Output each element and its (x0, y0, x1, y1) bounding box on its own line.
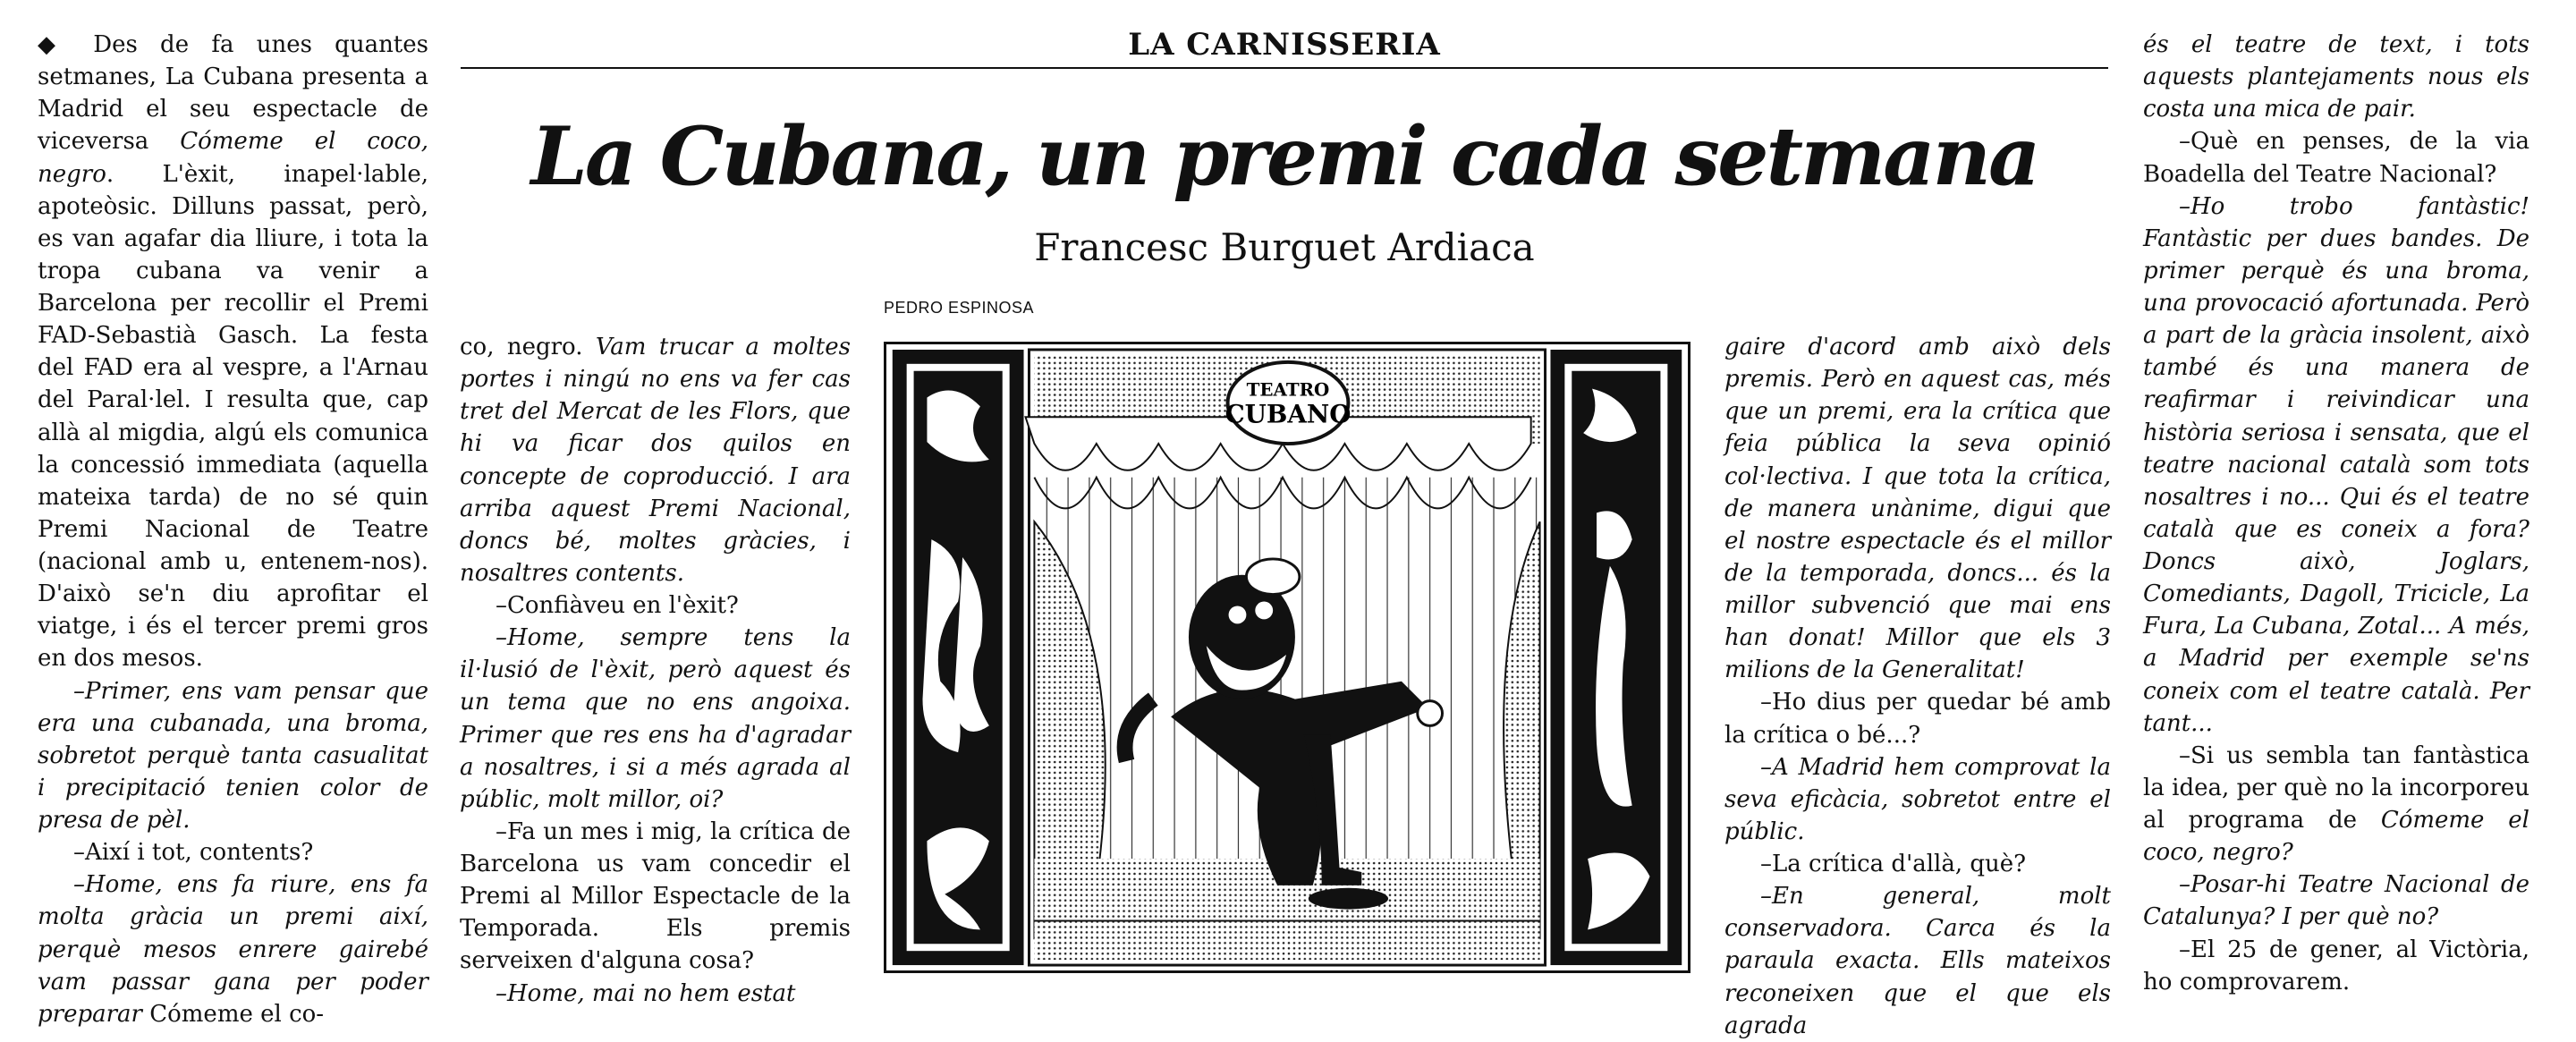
paragraph (2143, 740, 2529, 869)
paragraph (460, 331, 851, 589)
paragraph: –Així i tot, contents? (73, 839, 314, 867)
byline: Francesc Burguet Ardiaca (1034, 225, 1535, 269)
left-ornament-panel (893, 350, 1024, 965)
text-run: co, negro. (460, 334, 596, 360)
paragraph: –Ho dius per quedar bé amb la crítica o bé...? (1724, 689, 2111, 749)
text-run: ◆ Des de fa unes quantes setmanes, La Cubana presenta a Madrid el seu espectacle de viceversa (38, 31, 428, 156)
caricature-drawing (886, 344, 1688, 970)
paragraph: –Posar-hi Teatre Nacional de Catalunya? I per què no? (2143, 871, 2529, 931)
paragraph: –Confiàveu en l'èxit? (496, 592, 739, 619)
paragraph: –Home, sempre tens la il·lusió de l'èxit, però aquest és un tema que no ens angoixa. Primer que res ens ha d'agradar a nosaltres, i si a més agrada al públic, molt millor, oi? (460, 624, 851, 813)
right-ornament-panel (1550, 350, 1682, 965)
section-rule (461, 67, 2108, 69)
text-run: Cómeme el co- (149, 1000, 325, 1028)
text-run: –Home, ens fa riure, ens fa molta gràcia un premi així, perquè mesos enrere gairebé vam passar gana per poder preparar (38, 871, 428, 1028)
paragraph: –El 25 de gener, al Victòria, ho comprovarem. (2143, 936, 2529, 995)
caricature-illustration (884, 342, 1690, 973)
article-column-4 (2143, 29, 2529, 998)
paragraph: –Primer, ens vam pensar que era una cubanada, una broma, sobretot perquè tanta casualitat i precipitació tenien color de presa de pèl. (38, 677, 428, 834)
paragraph (38, 868, 428, 1030)
illustration-credit: PEDRO ESPINOSA (884, 299, 1035, 317)
section-title: LA CARNISSERIA (1128, 27, 1441, 63)
teatro-cubano-sign (1225, 362, 1352, 444)
text-run: Vam trucar a moltes portes i ningú no ens va fer cas tret del Mercat de les Flors, que hi va ficar dos quilos en concepte de coproducció. I ara arriba aquest Premi Nacional, doncs bé, moltes gràcies, i nosaltres contents. (460, 334, 851, 587)
article-column-2 (460, 331, 851, 1010)
text-run: Cómeme el coco, negro (38, 128, 428, 188)
svg-text:CUBANO: CUBANO (1224, 399, 1352, 429)
paragraph: és el teatre de text, i tots aquests plantejaments nous els costa una mica de pair. (2143, 31, 2529, 123)
paragraph: gaire d'acord amb això dels premis. Però en aquest cas, més que un premi, era la crítica que feia pública la seva opinió col·lectiva. I que tota la crítica, de manera unànime, digui que el nostre espectacle és el millor de la temporada, doncs... és la millor subvenció que mai ens han donat! Millor que els 3 milions de la Generalitat! (1724, 334, 2111, 684)
paragraph: –A Madrid hem comprovat la seva eficàcia, sobretot entre el públic. (1724, 753, 2111, 845)
text-run: Cómeme el coco, negro? (2143, 807, 2529, 867)
headline: La Cubana, un premi cada setmana (530, 109, 2038, 204)
text-run: . L'èxit, inapel·lable, apoteòsic. Dilluns passat, però, es van agafar dia lliure, i tota la tropa cubana va venir a Barcelona per recollir el Premi FAD-Sebastià Gasch. La festa del FAD era al vespre, a l'Arnau del Paral·lel. I resulta que, cap allà al migdia, algú els comunica la concessió immediata (aquella mateixa tarda) de no sé quin Premi Nacional de Teatre (nacional amb u, entenem-nos). D'això se'n diu aprofitar el viatge, i és el tercer premi gros en dos mesos. (38, 160, 428, 673)
article-column-1 (38, 29, 428, 1030)
svg-text:TEATRO: TEATRO (1246, 378, 1330, 401)
paragraph: –Fa un mes i mig, la crítica de Barcelona us vam concedir el Premi al Millor Espectacle de la Temporada. Els premis serveixen d'alguna cosa? (460, 818, 851, 975)
article-column-3 (1724, 331, 2111, 1042)
paragraph (38, 29, 428, 675)
paragraph: –En general, molt conservadora. Carca és la paraula exacta. Ells mateixos reconeixen que el que els agrada (1724, 883, 2111, 1039)
paragraph: –La crítica d'allà, què? (1760, 851, 2027, 877)
text-run: –Si us sembla tan fantàstica la idea, per què no la incorporeu al programa de (2143, 741, 2529, 834)
paragraph: –Home, mai no hem estat (496, 979, 796, 1007)
paragraph: –Què en penses, de la via Boadella del Teatre Nacional? (2143, 128, 2529, 188)
paragraph: –Ho trobo fantàstic! Fantàstic per dues bandes. De primer perquè és una broma, una provocació afortunada. Però a part de la gràcia insolent, això també és una manera de reafirmar i reivindicar una història seriosa i sensata, que el teatre nacional català som tots nosaltres i no... Qui és el teatre català que es coneix a fora? Doncs això, Joglars, Comediants, Dagoll, Tricicle, La Fura, La Cubana, Zotal... A més, a Madrid per exemple se'ns coneix com el teatre català. Per tant... (2143, 192, 2529, 737)
